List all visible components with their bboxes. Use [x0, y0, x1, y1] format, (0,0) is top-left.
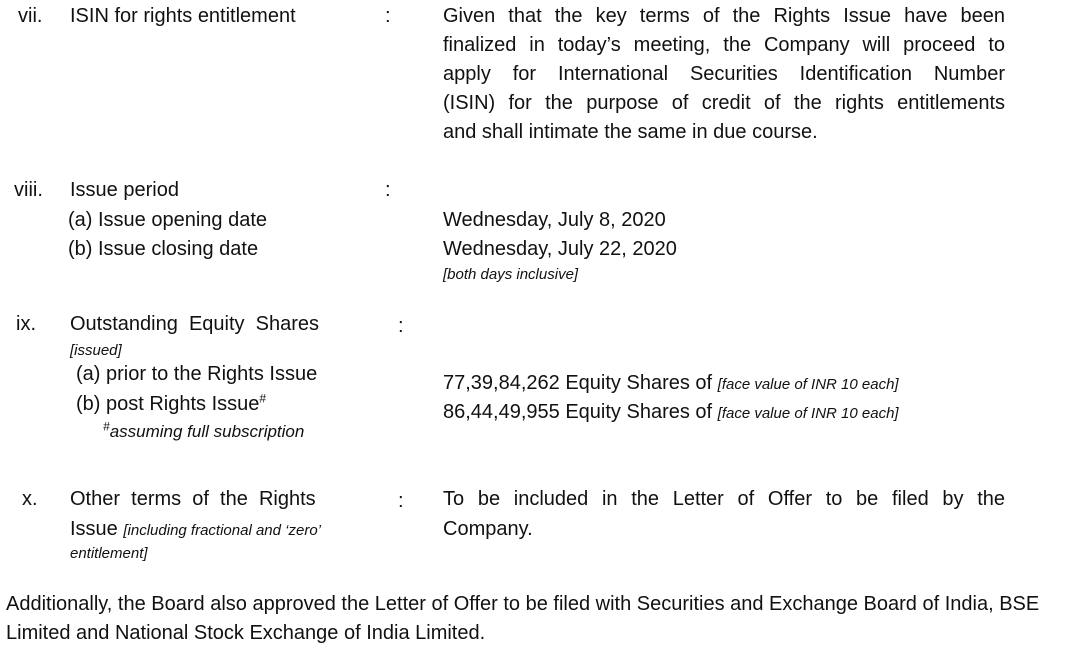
- value-b: [443, 398, 899, 428]
- colon-separator: :: [385, 5, 391, 27]
- label-note: entitlement]: [70, 545, 148, 562]
- item-label-text: Issue: [70, 518, 118, 540]
- value-note: [both days inclusive]: [443, 266, 579, 283]
- sub-item-a: (a) Issue opening date: [68, 209, 268, 231]
- item-number: viii.: [14, 179, 43, 201]
- value-line: and shall intimate the same in due course.: [443, 121, 818, 143]
- footnote-mark: #: [259, 391, 267, 406]
- value-a-text: 77,39,84,262 Equity Shares of: [443, 372, 713, 394]
- item-label-line: Other terms of the Rights: [70, 488, 316, 510]
- item-label: ISIN for rights entitlement: [70, 5, 296, 27]
- value-line: finalized in today’s meeting, the Company will proceed to: [443, 34, 1005, 56]
- sub-item-b: [76, 390, 266, 419]
- value-line: apply for International Securities Identification Number: [443, 63, 1005, 85]
- value-a: [443, 369, 899, 399]
- footnote-text: assuming full subscription: [109, 422, 305, 441]
- value-line: Given that the key terms of the Rights Issue have been: [443, 5, 1005, 27]
- sub-item-b: (b) Issue closing date: [68, 238, 259, 260]
- value-line: To be included in the Letter of Offer to be filed by the: [443, 488, 1005, 510]
- footnote-mark: #: [103, 419, 110, 434]
- item-number: ix.: [16, 313, 36, 335]
- item-value: [443, 2, 1005, 147]
- value-line: Company.: [443, 518, 533, 540]
- value-a-note: [face value of INR 10 each]: [717, 376, 899, 393]
- colon-separator: :: [385, 179, 391, 201]
- sub-item-b-text: (b) post Rights Issue: [76, 393, 260, 415]
- value-b: Wednesday, July 22, 2020: [443, 238, 677, 260]
- value-line: (ISIN) for the purpose of credit of the rights entitlements: [443, 92, 1005, 114]
- colon-separator: :: [398, 315, 404, 337]
- value-b-text: 86,44,49,955 Equity Shares of: [443, 401, 713, 423]
- footnote: [103, 420, 304, 444]
- label-note: [issued]: [70, 342, 122, 359]
- value-a: Wednesday, July 8, 2020: [443, 209, 666, 231]
- item-number: x.: [22, 488, 38, 510]
- label-note: [including fractional and ‘zero’: [123, 522, 321, 539]
- item-number: vii.: [18, 5, 43, 27]
- sub-item-a: (a) prior to the Rights Issue: [76, 363, 318, 385]
- item-label: Issue period: [70, 179, 179, 201]
- item-label-line: [70, 515, 321, 545]
- value-b-note: [face value of INR 10 each]: [717, 405, 899, 422]
- item-label: Outstanding Equity Shares: [70, 313, 320, 335]
- colon-separator: :: [398, 490, 404, 512]
- closing-paragraph: Additionally, the Board also approved the Letter of Offer to be filed with Securities and Exchange Board of India, BSE Limited and National Stock Exchange of India Limited.: [6, 593, 1040, 644]
